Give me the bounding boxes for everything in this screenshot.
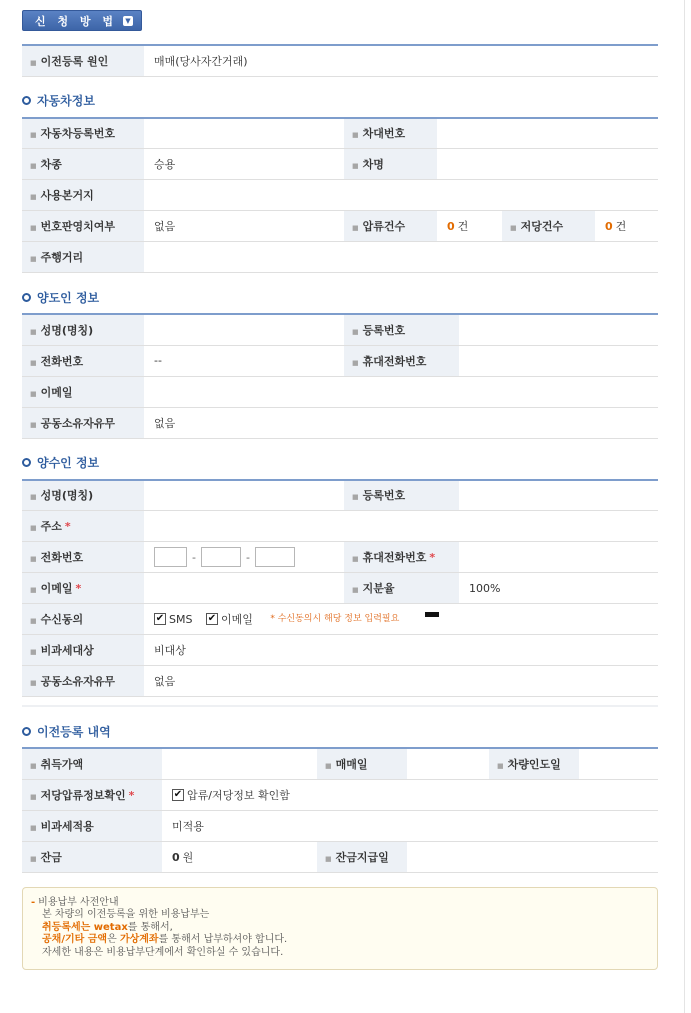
phone-middle-input[interactable]: [201, 547, 241, 567]
table-row: [22, 573, 658, 604]
lien-check-cell: [162, 779, 658, 810]
balance-date-value: [407, 841, 658, 872]
table-row: [22, 511, 658, 542]
notice-line: 취등록세는 wetax를 통해서,: [42, 921, 173, 933]
table-row: [22, 407, 658, 438]
buyer-table: [22, 479, 658, 698]
buyer-consent-label: ■ 수신동의: [22, 604, 144, 635]
price-label: ■ 취득가액: [22, 748, 162, 779]
checkmark-icon: ✔: [207, 613, 217, 624]
mileage-value: [144, 242, 658, 273]
buyer-mobile-value: [459, 542, 658, 573]
notice-line: 자세한 내용은 비용납부단계에서 확인하실 수 있습니다.: [42, 946, 284, 958]
phone-separator: -: [192, 550, 196, 564]
table-row: [22, 242, 658, 273]
balance-label: ■ 잔금: [22, 841, 162, 872]
buyer-name-label: ■ 성명(명칭): [22, 480, 144, 511]
balance-value: 0 원: [162, 841, 317, 872]
circle-bullet-icon: [22, 727, 31, 736]
seizure-value: 0 건: [437, 211, 502, 242]
buyer-coown-value: 없음: [144, 666, 658, 697]
name-value: [437, 149, 658, 180]
circle-bullet-icon: [22, 293, 31, 302]
table-row: [22, 635, 658, 666]
phone-area-input[interactable]: [154, 547, 187, 567]
buyer-mobile-label: ■ 휴대전화번호 *: [344, 542, 459, 573]
transfer-reason-table: [22, 44, 658, 77]
black-marker-icon: [425, 612, 439, 617]
type-value: 승용: [144, 149, 344, 180]
payment-notice-box: [22, 887, 658, 971]
seller-email-label: ■ 이메일: [22, 376, 144, 407]
circle-bullet-icon: [22, 458, 31, 467]
apply-method-label: 신 청 방 법: [35, 14, 117, 28]
buyer-reg-label: ■ 등록번호: [344, 480, 459, 511]
notice-title: - 비용납부 사전안내: [31, 896, 119, 908]
notice-line: 본 차량의 이전등록을 위한 비용납부는: [42, 909, 210, 920]
type-label: ■ 차종: [22, 149, 144, 180]
seller-phone-label: ■ 전화번호: [22, 345, 144, 376]
buyer-reg-value: [459, 480, 658, 511]
buyer-section-title: 양수인 정보: [22, 453, 658, 473]
seller-mobile-value: [459, 345, 658, 376]
sms-consent-checkbox[interactable]: ✔ SMS: [155, 612, 193, 626]
seller-email-value: [144, 376, 658, 407]
table-row: [22, 118, 658, 149]
buyer-consent-options: [144, 604, 658, 635]
seizure-label: ■ 압류건수: [344, 211, 437, 242]
buyer-email-label: ■ 이메일 *: [22, 573, 144, 604]
checkmark-icon: ✔: [155, 613, 165, 624]
reg-no-value: [144, 118, 344, 149]
mortgage-label: ■ 저당건수: [502, 211, 595, 242]
buyer-coown-label: ■ 공동소유자유무: [22, 666, 144, 697]
buyer-share-label: ■ 지분율: [344, 573, 459, 604]
table-row: [22, 841, 658, 872]
plate-value: 없음: [144, 211, 344, 242]
table-row: [22, 376, 658, 407]
buyer-phone-fields: [144, 542, 344, 573]
delivery-date-label: ■ 차량인도일: [489, 748, 579, 779]
seller-mobile-label: ■ 휴대전화번호: [344, 345, 459, 376]
table-row: [22, 542, 658, 573]
vehicle-table: [22, 117, 658, 274]
mortgage-value: 0 건: [595, 211, 658, 242]
scrollbar-track[interactable]: [684, 0, 685, 1013]
buyer-phone-label: ■ 전화번호: [22, 542, 144, 573]
reg-no-label: ■ 자동차등록번호: [22, 118, 144, 149]
vehicle-section-title: 자동차정보: [22, 91, 658, 111]
delivery-date-value: [579, 748, 658, 779]
transfer-section-title: 이전등록 내역: [22, 721, 658, 741]
chassis-value: [437, 118, 658, 149]
taxfree-apply-label: ■ 비과세적용: [22, 810, 162, 841]
mileage-label: ■ 주행거리: [22, 242, 144, 273]
table-row: [22, 180, 658, 211]
taxfree-apply-value: 미적용: [162, 810, 658, 841]
seller-table: [22, 313, 658, 439]
checkmark-icon: ✔: [173, 788, 183, 800]
buyer-addr-value: [144, 511, 658, 542]
transfer-reason-label: ■ 이전등록 원인: [22, 45, 144, 76]
notice-line: 공채/기타 금액은 가상계좌를 통해서 납부하셔야 합니다.: [42, 934, 288, 945]
transfer-reason-value: 매매(당사자간거래): [144, 45, 658, 76]
table-row: [22, 149, 658, 180]
table-row: [22, 604, 658, 635]
phone-last-input[interactable]: [255, 547, 295, 567]
buyer-addr-label: ■ 주소 *: [22, 511, 144, 542]
table-row: [22, 345, 658, 376]
table-row: [22, 480, 658, 511]
table-row: [22, 666, 658, 697]
table-row: [22, 45, 658, 76]
base-label: ■ 사용본거지: [22, 180, 144, 211]
buyer-name-value: [144, 480, 344, 511]
buyer-taxfree-label: ■ 비과세대상: [22, 635, 144, 666]
phone-separator: -: [245, 550, 250, 564]
apply-method-button[interactable]: [22, 10, 142, 31]
balance-date-label: ■ 잔금지급일: [317, 841, 407, 872]
table-row: [22, 314, 658, 345]
seller-name-label: ■ 성명(명칭): [22, 314, 144, 345]
sale-date-label: ■ 매매일: [317, 748, 407, 779]
seller-name-value: [144, 314, 344, 345]
lien-label: ■ 저당압류정보확인 *: [22, 779, 162, 810]
base-value: [144, 180, 658, 211]
buyer-email-value: [144, 573, 344, 604]
seller-section-title: 양도인 정보: [22, 287, 658, 307]
section-divider: [22, 705, 658, 707]
chevron-down-icon: ▼: [123, 16, 133, 26]
table-row: [22, 748, 658, 779]
seller-reg-label: ■ 등록번호: [344, 314, 459, 345]
buyer-share-value: 100%: [459, 573, 658, 604]
page-content: [22, 10, 658, 970]
table-row: [22, 810, 658, 841]
email-consent-checkbox[interactable]: ✔ 이메일: [207, 613, 253, 626]
chassis-label: ■ 차대번호: [344, 118, 437, 149]
seller-reg-value: [459, 314, 658, 345]
price-value: [162, 748, 317, 779]
transfer-table: [22, 747, 658, 873]
seller-coown-value: 없음: [144, 407, 658, 438]
sale-date-value: [407, 748, 489, 779]
lien-confirm-checkbox[interactable]: ✔ 압류/저당정보 확인함: [173, 788, 290, 802]
table-row: [22, 211, 658, 242]
plate-label: ■ 번호판영치여부: [22, 211, 144, 242]
name-label: ■ 차명: [344, 149, 437, 180]
buyer-taxfree-value: 비대상: [144, 635, 658, 666]
circle-bullet-icon: [22, 96, 31, 105]
table-row: [22, 779, 658, 810]
seller-phone-value: --: [144, 345, 344, 376]
consent-note: * 수신동의시 해당 정보 입력필요: [270, 614, 400, 624]
seller-coown-label: ■ 공동소유자유무: [22, 407, 144, 438]
